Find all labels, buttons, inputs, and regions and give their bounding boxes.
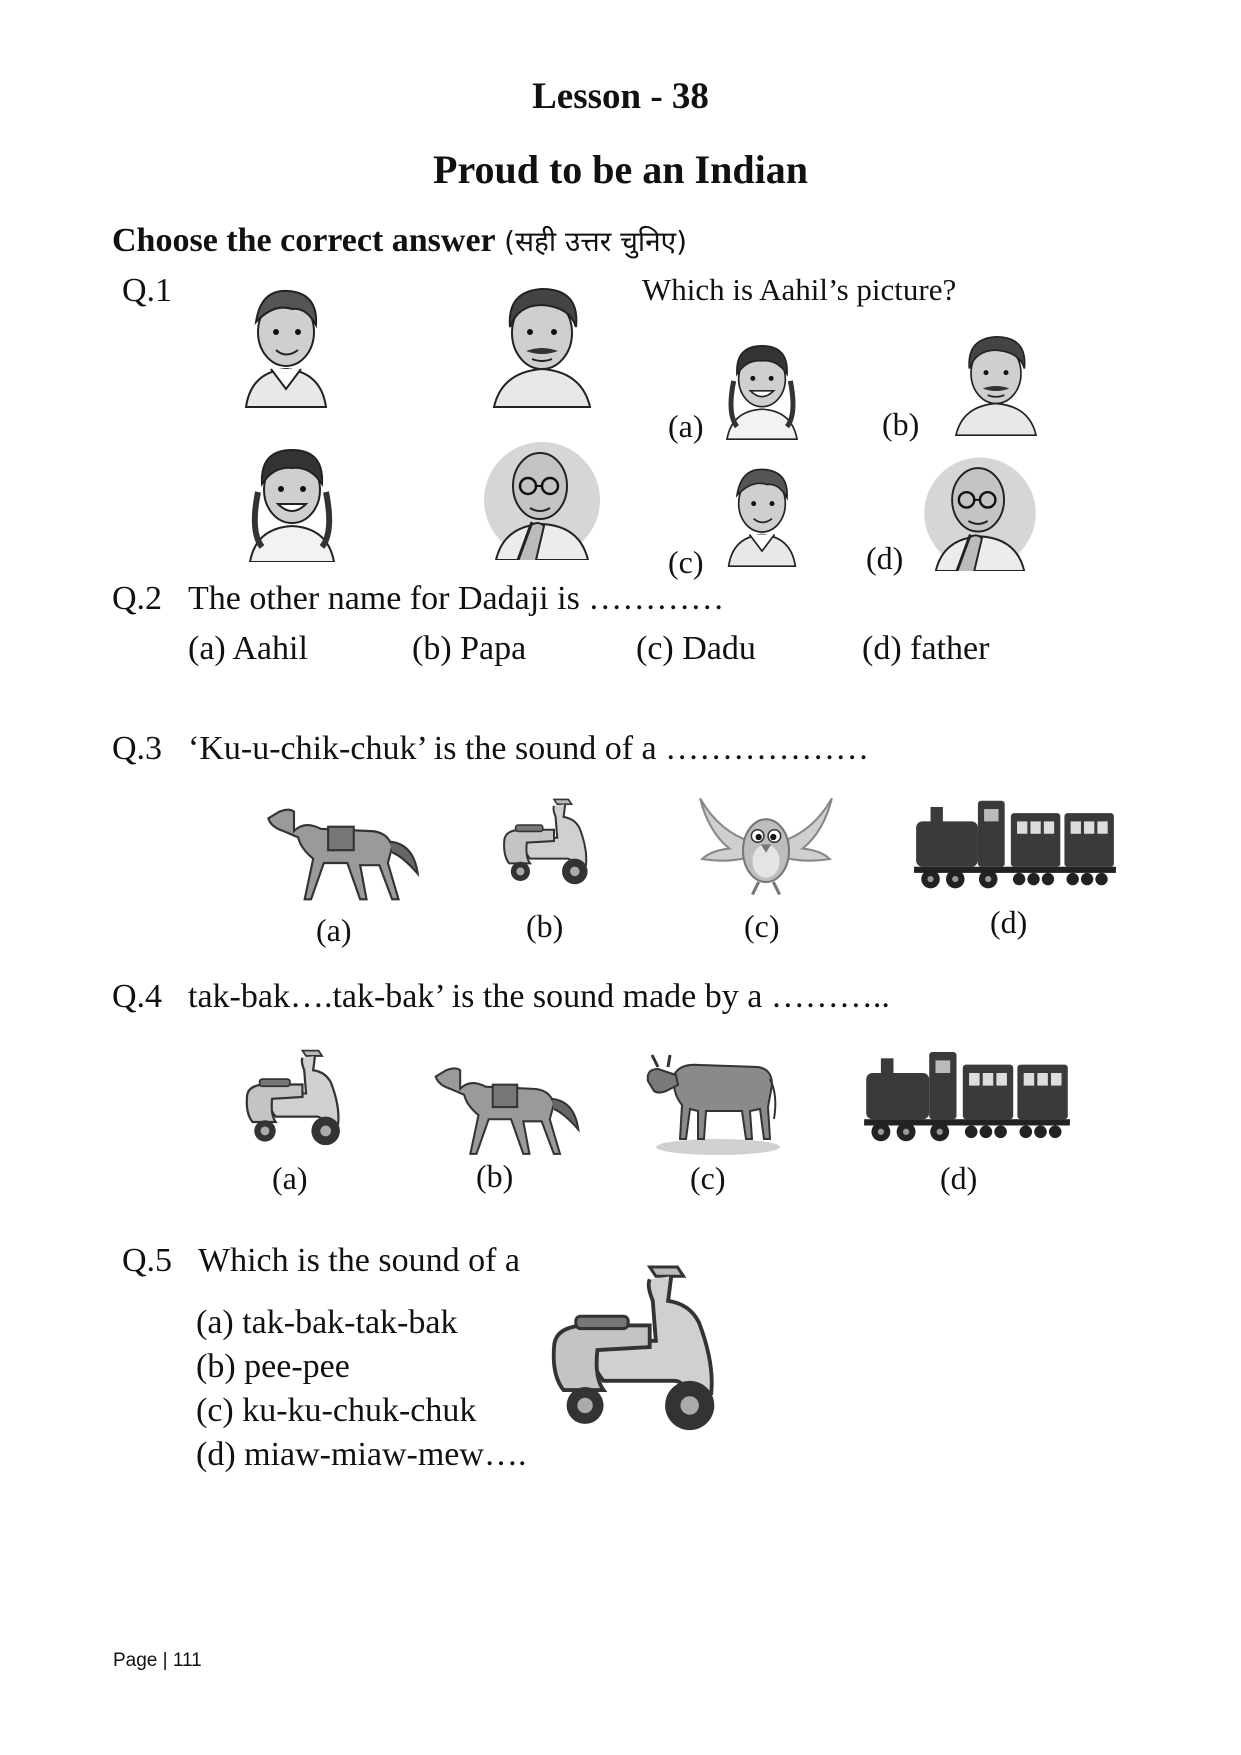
q1-label-d: (d) (866, 540, 904, 576)
q3-scooter-picture (498, 786, 602, 896)
q4-label-b: (b) (476, 1158, 514, 1194)
q3-label-c: (c) (744, 908, 780, 944)
q1-text: Which is Aahil’s picture? (642, 272, 957, 307)
q5-scooter-picture (542, 1252, 742, 1442)
q1-label-a: (a) (668, 408, 704, 444)
q3-label-a: (a) (316, 912, 352, 948)
q4-label-d: (d) (940, 1160, 978, 1196)
q5-option-d: (d) miaw-miaw-mew…. (196, 1436, 527, 1473)
dadaji-picture (482, 430, 602, 560)
q1-option-a-girl (712, 330, 812, 440)
q2-number: Q.2 (112, 580, 163, 617)
q2-option-d: (d) father (862, 630, 990, 667)
q4-text: tak-bak….tak-bak’ is the sound made by a ……….. (188, 978, 890, 1015)
q2-text: The other name for Dadaji is ………… (188, 580, 725, 617)
aahil-picture (226, 272, 346, 412)
q4-number: Q.4 (112, 978, 163, 1015)
q3-train-picture (912, 790, 1118, 894)
q3-label-b: (b) (526, 908, 564, 944)
q5-text: Which is the sound of a (198, 1242, 520, 1279)
q1-option-d-grandpa (920, 446, 1040, 571)
q4-label-c: (c) (690, 1160, 726, 1196)
q2-option-c: (c) Dadu (636, 630, 756, 667)
instruction-hindi: (सही उत्तर चुनिए) (504, 225, 688, 258)
q5-number: Q.5 (122, 1242, 173, 1279)
q4-label-a: (a) (272, 1160, 308, 1196)
q4-train-picture (862, 1040, 1072, 1148)
q3-text: ‘Ku-u-chik-chuk’ is the sound of a ……………… (188, 730, 870, 767)
page-number: Page | 111 (113, 1650, 202, 1671)
q1-number: Q.1 (122, 272, 173, 309)
q2-option-b: (b) Papa (412, 630, 527, 667)
q4-scooter-picture (240, 1040, 356, 1154)
q5-option-b: (b) pee-pee (196, 1348, 350, 1385)
q4-cow-picture (640, 1030, 780, 1160)
lesson-title: Proud to be an Indian (433, 147, 808, 192)
father-picture (482, 272, 602, 412)
instruction (112, 222, 687, 260)
q3-horse-picture (262, 788, 422, 906)
q1-option-c-boy (712, 452, 812, 572)
q5-option-a: (a) tak-bak-tak-bak (196, 1304, 458, 1341)
q4-horse-picture (426, 1048, 586, 1160)
q3-label-d: (d) (990, 904, 1028, 940)
q1-label-b: (b) (882, 406, 920, 442)
q5-option-c: (c) ku-ku-chuk-chuk (196, 1392, 477, 1429)
sister-picture (232, 432, 352, 562)
q2-option-a: (a) Aahil (188, 630, 308, 667)
q1-label-c: (c) (668, 544, 704, 580)
instruction-text: Choose the correct answer (112, 222, 496, 259)
q3-number: Q.3 (112, 730, 163, 767)
q3-bird-picture (698, 790, 834, 905)
lesson-number: Lesson - 38 (532, 76, 709, 117)
q1-option-b-father (946, 326, 1046, 436)
